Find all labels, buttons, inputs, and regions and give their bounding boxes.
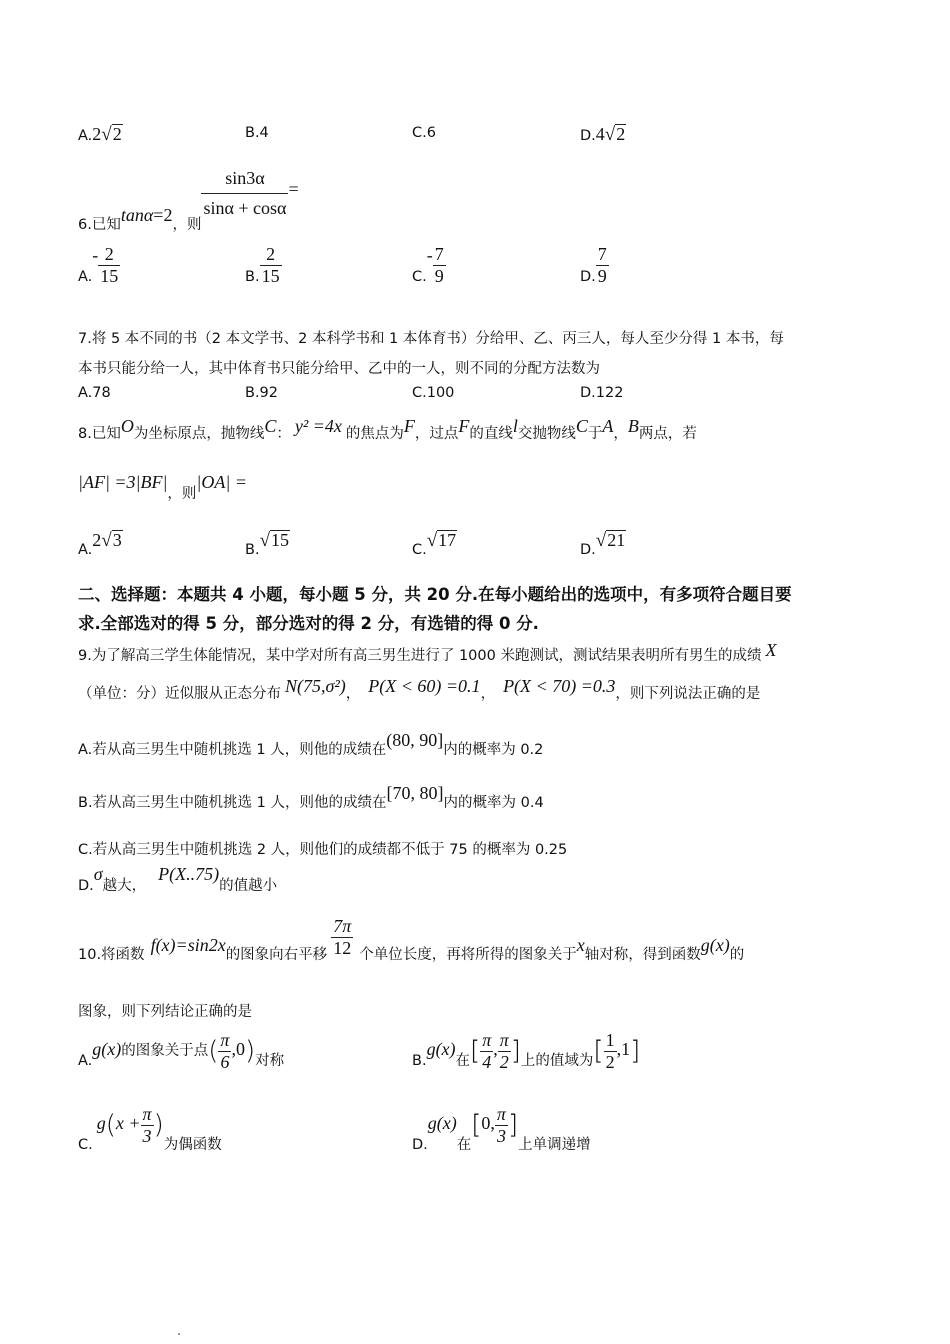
q5-option-b: B.4 <box>245 125 269 141</box>
q10-option-c: C.g(x + $\frac{\pi}{3}$ )为偶函数 <box>78 1104 222 1154</box>
q5-option-c: C.6 <box>412 125 436 141</box>
q8-stem-line2: |AF| =3|BF|，则|OA| = <box>78 472 247 502</box>
q5-option-a: A.2√2 <box>78 124 122 145</box>
q6-option-c: C.- $\frac{7}{9}$ <box>412 244 444 286</box>
q7-option-c: C.100 <box>412 385 455 401</box>
q9-option-c: C.若从高三男生中随机挑选 2 人，则他们的成绩都不低于 75 的概率为 0.25 <box>78 842 568 858</box>
q6-stem: 6.已知tanα=2，则 $\frac{\sin 3\alpha}{\sin\alpha + \cos\alpha}$ = <box>78 168 299 234</box>
section2-heading-line2: 求.全部选对的得 5 分，部分选对的得 2 分，有选错的得 0 分. <box>78 614 539 633</box>
q9-option-b: B.若从高三男生中随机挑选 1 人，则他的成绩在[70, 80]内的概率为 0.4 <box>78 783 544 811</box>
q9-stem-line1: 9.为了解高三学生体能情况，某中学对所有高三男生进行了 1000 米跑测试，测试结果表明所有男生的成绩 X <box>78 640 777 664</box>
q7-line1: 7.将 5 本不同的书（2 本文学书、2 本科学书和 1 本体育书）分给甲、乙、丙三人，每人至少分得 1 本书，每 <box>78 331 784 347</box>
q10-option-d: D.g(x)在[0, $\frac{\pi}{3}$ ]上单调递增 <box>412 1104 591 1154</box>
q8-option-b: B.√15 <box>245 530 289 558</box>
q10-option-b: B.g(x)在[ $\frac{\pi}{4}$ , $\frac{\pi}{2}$ ]上的值域为[ $\frac{1}{2}$ ,1] <box>412 1030 641 1072</box>
q10-option-a: A.g(x)的图象关于点( $\frac{\pi}{6}$ ,0)对称 <box>78 1030 285 1072</box>
q8-option-c: C.√17 <box>412 530 457 558</box>
q7-line2: 本书只能分给一人，其中体育书只能分给甲、乙中的一人，则不同的分配方法数为 <box>78 361 600 377</box>
q8-option-a: A.2√3 <box>78 530 122 558</box>
q6-option-b: B. $\frac{2}{15}$ <box>245 244 280 286</box>
q10-stem-line2: 图象，则下列结论正确的是 <box>78 1004 252 1020</box>
q9-option-a: A.若从高三男生中随机挑选 1 人，则他的成绩在(80, 90]内的概率为 0.2 <box>78 730 544 758</box>
q7-option-a: A.78 <box>78 385 111 401</box>
q8-option-d: D.√21 <box>580 530 626 558</box>
section2-heading-line1: 二、选择题：本题共 4 小题，每小题 5 分，共 20 分.在每小题给出的选项中，有多项符合题目要 <box>78 585 792 604</box>
q9-option-d: D.σ越大，P(X..75)的值越小 <box>78 864 278 894</box>
footer-dot <box>178 1333 180 1335</box>
q6-option-a: A.- $\frac{2}{15}$ <box>78 244 119 286</box>
q7-option-b: B.92 <box>245 385 279 401</box>
q8-stem-line1: 8.已知O为坐标原点，抛物线C： y² =4x 的焦点为F，过点F的直线l交抛物线C于A，B两点，若 <box>78 416 697 442</box>
q10-stem-line1: 10.将函数 f(x)=sin2x的图象向右平移 $\frac{7\pi}{12}$ 个单位长度，再将所得的图象关于x轴对称，得到函数g(x)的 <box>78 916 745 964</box>
q6-option-d: D. $\frac{7}{9}$ <box>580 244 607 286</box>
q7-option-d: D.122 <box>580 385 624 401</box>
q9-stem-line2: （单位：分）近似服从正态分布 N(75,σ²)， P(X < 60) =0.1， P(X < 70) =0.3，则下列说法正确的是 <box>78 676 761 702</box>
q5-option-d: D.4√2 <box>580 124 626 145</box>
